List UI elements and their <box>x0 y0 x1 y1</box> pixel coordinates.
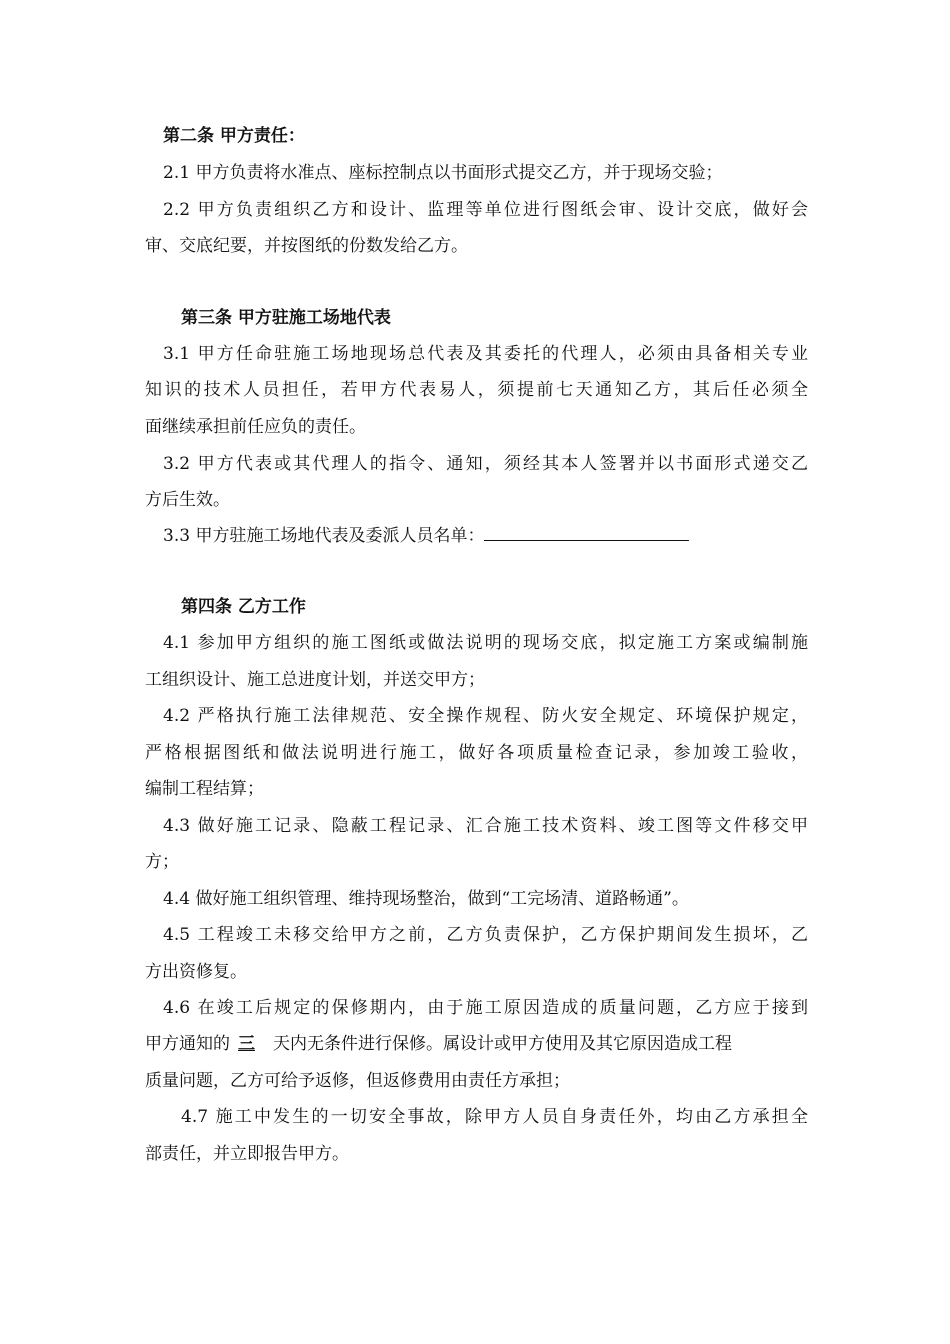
clause-3-3-text: 3.3 甲方驻施工场地代表及委派人员名单： <box>163 526 485 546</box>
clause-4-3-line-1: 4.3 做好施工记录、隐蔽工程记录、汇合施工技术资料、竣工图等文件移交甲 <box>163 816 808 836</box>
article-4-heading: 第四条 乙方工作 <box>181 597 306 617</box>
warranty-days-value: 三 <box>238 1034 255 1054</box>
clause-4-6-line-3: 质量问题，乙方可给予返修，但返修费用由责任方承担； <box>145 1071 570 1091</box>
clause-2-2-line-1: 2.2 甲方负责组织乙方和设计、监理等单位进行图纸会审、设计交底，做好会 <box>163 200 808 220</box>
clause-3-1-line-3: 面继续承担前任应负的责任。 <box>145 417 366 437</box>
clause-2-2-line-2: 审、交底纪要，并按图纸的份数发给乙方。 <box>145 236 468 256</box>
article-2-heading: 第二条 甲方责任： <box>163 126 305 146</box>
clause-3-2-line-2: 方后生效。 <box>145 490 230 510</box>
clause-4-6-line-2 <box>145 1031 810 1057</box>
clause-3-3 <box>163 523 828 549</box>
clause-2-1: 2.1 甲方负责将水准点、座标控制点以书面形式提交乙方，并于现场交验； <box>163 163 723 183</box>
clause-3-2-line-1: 3.2 甲方代表或其代理人的指令、通知，须经其本人签署并以书面形式递交乙 <box>163 454 808 474</box>
clause-4-5-line-2: 方出资修复。 <box>145 962 247 982</box>
clause-4-4: 4.4 做好施工组织管理、维持现场整治，做到“工完场清、道路畅通”。 <box>163 889 689 909</box>
clause-4-6-line-2-start: 甲方通知的 <box>145 1034 230 1054</box>
clause-4-2-line-2: 严格根据图纸和做法说明进行施工，做好各项质量检查记录，参加竣工验收， <box>145 743 808 763</box>
clause-4-2-line-1: 4.2 严格执行施工法律规范、安全操作规程、防火安全规定、环境保护规定， <box>163 706 808 726</box>
clause-4-2-line-3: 编制工程结算； <box>145 779 264 799</box>
representative-list-blank <box>484 524 689 541</box>
clause-4-6-line-2-end: 天内无条件进行保修。属设计或甲方使用及其它原因造成工程 <box>273 1034 732 1054</box>
clause-3-1-line-2: 知识的技术人员担任，若甲方代表易人，须提前七天通知乙方，其后任必须全 <box>145 380 808 400</box>
clause-4-7-line-2: 部责任，并立即报告甲方。 <box>145 1144 349 1164</box>
clause-4-5-line-1: 4.5 工程竣工未移交给甲方之前，乙方负责保护，乙方保护期间发生损坏，乙 <box>163 925 808 945</box>
clause-3-1-line-1: 3.1 甲方任命驻施工场地现场总代表及其委托的代理人，必须由具备相关专业 <box>163 344 808 364</box>
clause-4-1-line-2: 工组织设计、施工总进度计划，并送交甲方； <box>145 670 485 690</box>
clause-4-6-line-1: 4.6 在竣工后规定的保修期内，由于施工原因造成的质量问题，乙方应于接到 <box>163 998 808 1018</box>
clause-4-3-line-2: 方； <box>145 852 179 872</box>
article-3-heading: 第三条 甲方驻施工场地代表 <box>181 308 391 328</box>
clause-4-7-line-1: 4.7 施工中发生的一切安全事故，除甲方人员自身责任外，均由乙方承担全 <box>181 1107 808 1127</box>
clause-4-1-line-1: 4.1 参加甲方组织的施工图纸或做法说明的现场交底，拟定施工方案或编制施 <box>163 633 808 653</box>
